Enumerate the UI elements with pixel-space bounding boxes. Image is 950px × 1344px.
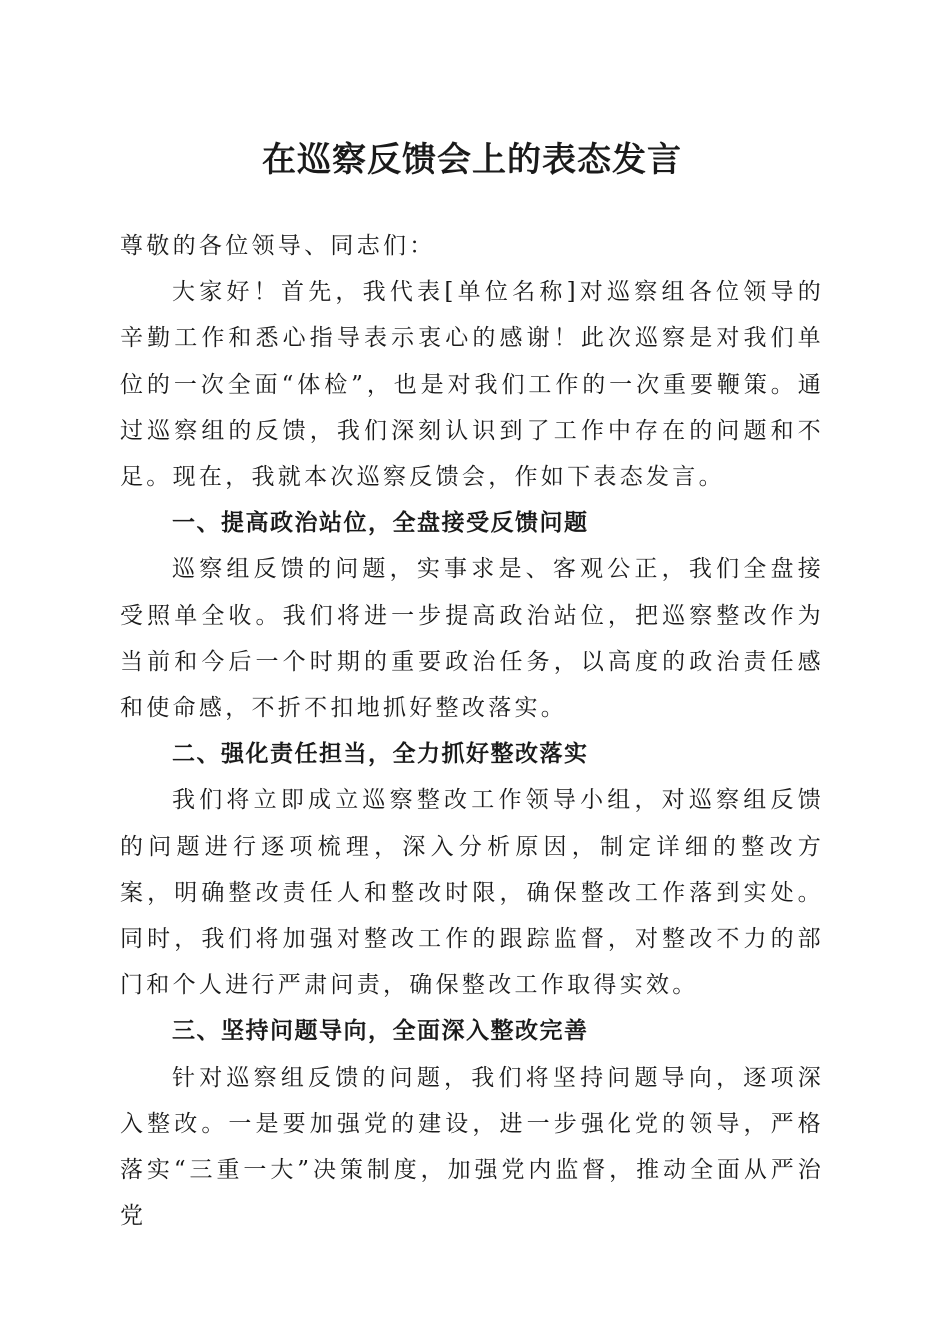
paragraph-intro: 大家好！首先，我代表[单位名称]对巡察组各位领导的辛勤工作和悉心指导表示衷心的感谢！此次巡察是对我们单位的一次全面“体检”，也是对我们工作的一次重要鞭策。通过巡察组的反馈，我们深刻认识到了工作中存在的问题和不足。现在，我就本次巡察反馈会，作如下表态发言。 [120, 279, 824, 491]
document-body [120, 223, 824, 1239]
salutation: 尊敬的各位领导、同志们： [120, 233, 436, 259]
section-heading-1: 一、提高政治站位，全盘接受反馈问题 [172, 510, 589, 537]
paragraph-section-3: 针对巡察组反馈的问题，我们将坚持问题导向，逐项深入整改。一是要加强党的建设，进一步强化党的领导，严格落实“三重一大”决策制度，加强党内监督，推动全面从严治党 [120, 1064, 824, 1230]
paragraph-section-2: 我们将立即成立巡察整改工作领导小组，对巡察组反馈的问题进行逐项梳理，深入分析原因，制定详细的整改方案，明确整改责任人和整改时限，确保整改工作落到实处。同时，我们将加强对整改工作的跟踪监督，对整改不力的部门和个人进行严肃问责，确保整改工作取得实效。 [120, 787, 824, 999]
section-heading-3: 三、坚持问题导向，全面深入整改完善 [172, 1018, 589, 1045]
document-title: 在巡察反馈会上的表态发言 [262, 140, 682, 180]
paragraph-section-1: 巡察组反馈的问题，实事求是、客观公正，我们全盘接受照单全收。我们将进一步提高政治站位，把巡察整改作为当前和今后一个时期的重要政治任务，以高度的政治责任感和使命感，不折不扣地抓好整改落实。 [120, 556, 824, 722]
section-heading-2: 二、强化责任担当，全力抓好整改落实 [172, 741, 589, 768]
